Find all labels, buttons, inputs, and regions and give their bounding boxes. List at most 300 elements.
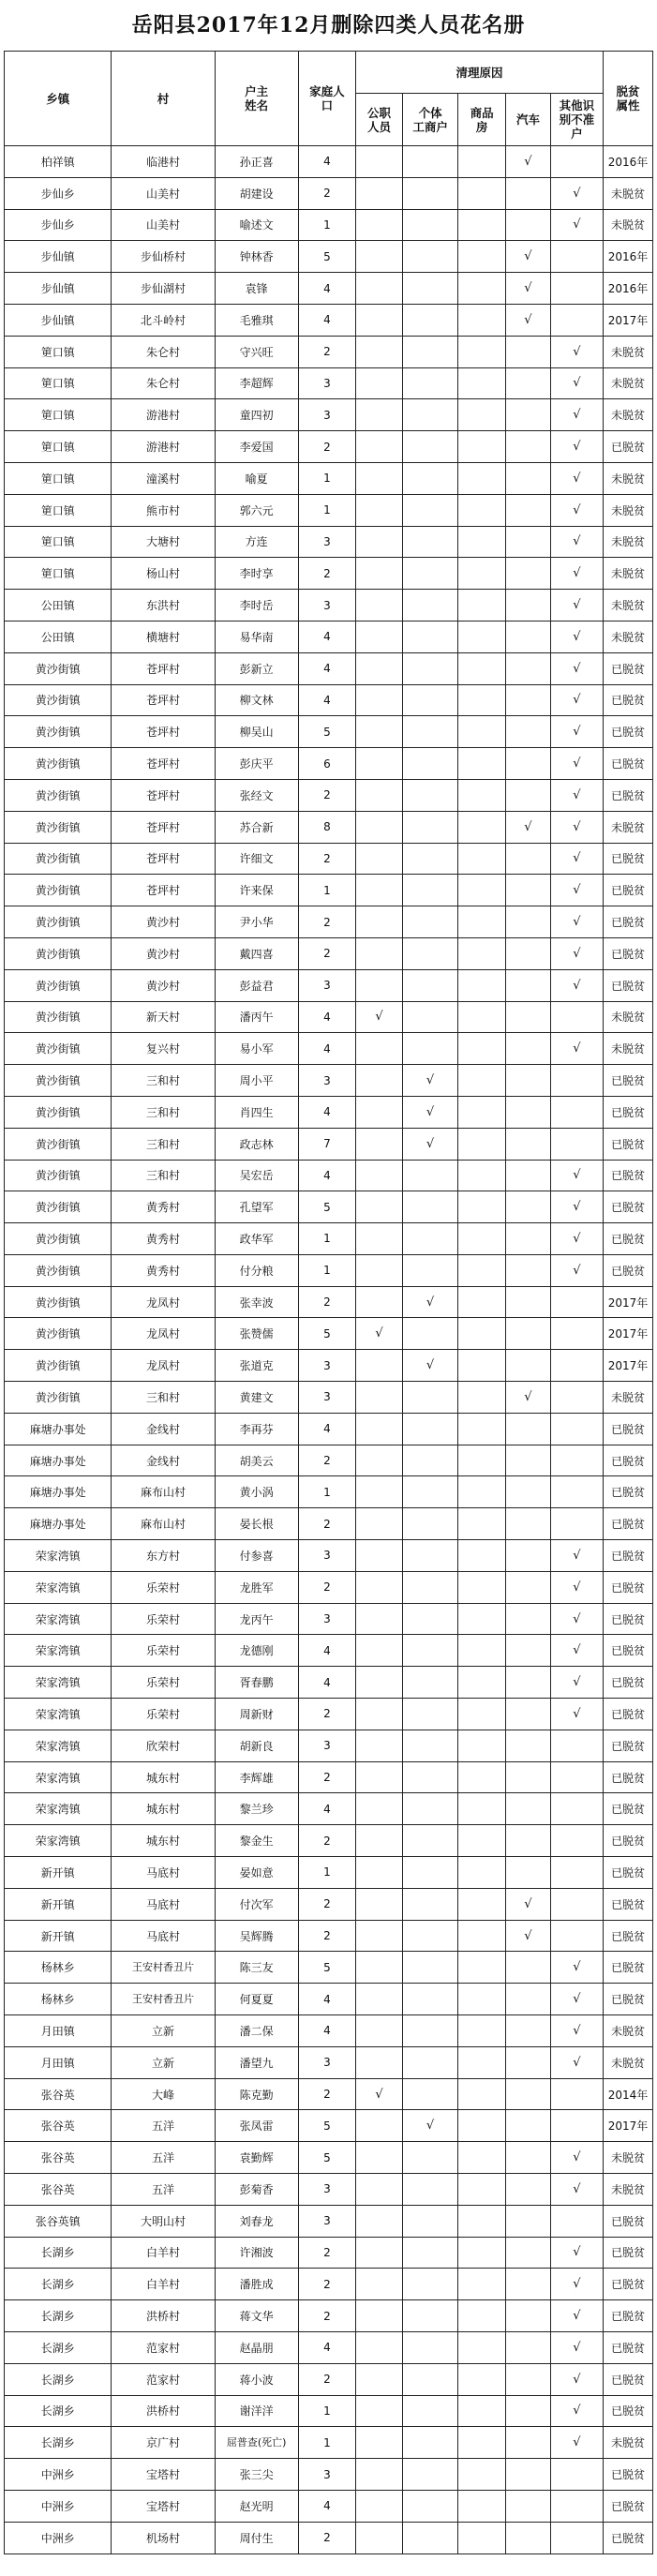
cell-reason-car <box>506 1160 551 1191</box>
cell-reason-misidentified: √ <box>550 779 603 811</box>
cell-town: 黄沙街镇 <box>5 906 112 938</box>
cell-town: 黄沙街镇 <box>5 1223 112 1255</box>
cell-village: 宝塔村 <box>112 2459 215 2491</box>
cell-reason-self-employed <box>402 969 457 1001</box>
cell-status: 已脱贫 <box>603 2522 652 2554</box>
cell-status: 已脱贫 <box>603 1635 652 1667</box>
cell-family-size: 4 <box>298 304 355 336</box>
table-row <box>5 1761 653 1793</box>
cell-family-size: 1 <box>298 1223 355 1255</box>
cell-reason-public-official <box>356 1191 403 1223</box>
table-row <box>5 2490 653 2522</box>
cell-village: 熊市村 <box>112 494 215 526</box>
cell-householder: 晏如意 <box>215 1857 298 1889</box>
cell-reason-misidentified <box>550 1096 603 1128</box>
cell-village: 龙凤村 <box>112 1350 215 1382</box>
cell-status: 未脱贫 <box>603 2427 652 2459</box>
cell-reason-self-employed <box>402 875 457 906</box>
cell-reason-commercial-housing <box>458 1350 506 1382</box>
cell-status: 2017年 <box>603 1350 652 1382</box>
cell-reason-commercial-housing <box>458 1635 506 1667</box>
table-row <box>5 1603 653 1635</box>
cell-town: 黄沙街镇 <box>5 1286 112 1318</box>
cell-reason-self-employed <box>402 748 457 780</box>
table-row <box>5 652 653 684</box>
cell-village: 乐荣村 <box>112 1603 215 1635</box>
cell-family-size: 4 <box>298 1793 355 1825</box>
cell-reason-commercial-housing <box>458 1254 506 1286</box>
cell-town: 黄沙街镇 <box>5 1033 112 1065</box>
cell-village: 三和村 <box>112 1128 215 1160</box>
cell-village: 苍坪村 <box>112 843 215 875</box>
cell-status: 未脱贫 <box>603 2142 652 2174</box>
cell-reason-commercial-housing <box>458 590 506 622</box>
cell-village: 三和村 <box>112 1382 215 1414</box>
cell-town: 张谷英 <box>5 2174 112 2206</box>
cell-householder: 易小军 <box>215 1033 298 1065</box>
cell-family-size: 2 <box>298 1699 355 1730</box>
cell-reason-misidentified: √ <box>550 2395 603 2427</box>
cell-reason-misidentified <box>550 1825 603 1857</box>
cell-reason-self-employed <box>402 2427 457 2459</box>
cell-status: 已脱贫 <box>603 1540 652 1572</box>
cell-town: 黄沙街镇 <box>5 1160 112 1191</box>
cell-reason-car <box>506 177 551 209</box>
cell-householder: 张赞儒 <box>215 1318 298 1350</box>
cell-town: 步仙镇 <box>5 304 112 336</box>
cell-householder: 陈克勤 <box>215 2078 298 2110</box>
cell-reason-commercial-housing <box>458 748 506 780</box>
cell-family-size: 4 <box>298 1667 355 1699</box>
cell-reason-self-employed <box>402 431 457 463</box>
cell-village: 黄秀村 <box>112 1191 215 1223</box>
cell-village: 朱仑村 <box>112 367 215 399</box>
cell-town: 黄沙街镇 <box>5 843 112 875</box>
cell-householder: 赵晶朋 <box>215 2331 298 2363</box>
cell-status: 2017年 <box>603 1286 652 1318</box>
cell-reason-self-employed: √ <box>402 1065 457 1097</box>
table-row <box>5 1254 653 1286</box>
cell-town: 筻口镇 <box>5 494 112 526</box>
cell-village: 京广村 <box>112 2427 215 2459</box>
cell-reason-car <box>506 1793 551 1825</box>
table-row <box>5 1065 653 1097</box>
cell-reason-public-official <box>356 273 403 305</box>
cell-reason-misidentified <box>550 1857 603 1889</box>
cell-reason-commercial-housing <box>458 209 506 241</box>
cell-family-size: 4 <box>298 1096 355 1128</box>
col-header-village: 村 <box>112 52 215 146</box>
cell-family-size: 3 <box>298 1540 355 1572</box>
cell-reason-misidentified <box>550 1413 603 1445</box>
cell-reason-self-employed <box>402 2459 457 2491</box>
cell-village: 机场村 <box>112 2522 215 2554</box>
cell-town: 筻口镇 <box>5 431 112 463</box>
cell-reason-self-employed <box>402 367 457 399</box>
cell-status: 未脱贫 <box>603 462 652 494</box>
cell-town: 荣家湾镇 <box>5 1635 112 1667</box>
cell-reason-public-official <box>356 1635 403 1667</box>
cell-village: 王安村香丑片 <box>112 1952 215 1984</box>
cell-reason-self-employed <box>402 937 457 969</box>
table-row <box>5 1160 653 1191</box>
cell-status: 已脱贫 <box>603 1191 652 1223</box>
cell-householder: 何夏夏 <box>215 1984 298 2015</box>
cell-status: 已脱贫 <box>603 1825 652 1857</box>
cell-householder: 龙德刚 <box>215 1635 298 1667</box>
table-row <box>5 2427 653 2459</box>
table-row <box>5 1635 653 1667</box>
cell-status: 已脱贫 <box>603 1667 652 1699</box>
table-row <box>5 1857 653 1889</box>
cell-reason-commercial-housing <box>458 2205 506 2237</box>
cell-reason-misidentified: √ <box>550 1223 603 1255</box>
cell-family-size: 3 <box>298 399 355 431</box>
cell-reason-commercial-housing <box>458 558 506 590</box>
table-row <box>5 748 653 780</box>
cell-reason-self-employed <box>402 1699 457 1730</box>
cell-reason-misidentified: √ <box>550 1191 603 1223</box>
cell-reason-commercial-housing <box>458 652 506 684</box>
table-row <box>5 684 653 716</box>
table-row <box>5 1350 653 1382</box>
table-row <box>5 1888 653 1920</box>
cell-reason-self-employed <box>402 1160 457 1191</box>
cell-householder: 张经文 <box>215 779 298 811</box>
cell-status: 2017年 <box>603 304 652 336</box>
cell-reason-commercial-housing <box>458 1318 506 1350</box>
cell-reason-car <box>506 1540 551 1572</box>
cell-householder: 童四初 <box>215 399 298 431</box>
cell-reason-commercial-housing <box>458 2459 506 2491</box>
cell-reason-car <box>506 462 551 494</box>
cell-reason-misidentified <box>550 1888 603 1920</box>
cell-reason-commercial-housing <box>458 526 506 558</box>
cell-town: 荣家湾镇 <box>5 1571 112 1603</box>
cell-town: 步仙乡 <box>5 209 112 241</box>
cell-status: 未脱贫 <box>603 2046 652 2078</box>
table-row <box>5 177 653 209</box>
cell-reason-misidentified: √ <box>550 1254 603 1286</box>
cell-householder: 陈三友 <box>215 1952 298 1984</box>
cell-householder: 喻述文 <box>215 209 298 241</box>
cell-town: 新开镇 <box>5 1920 112 1952</box>
cell-family-size: 3 <box>298 969 355 1001</box>
cell-town: 荣家湾镇 <box>5 1667 112 1699</box>
cell-family-size: 5 <box>298 2110 355 2142</box>
cell-householder: 周小平 <box>215 1065 298 1097</box>
cell-status: 2016年 <box>603 273 652 305</box>
cell-reason-self-employed <box>402 2078 457 2110</box>
cell-reason-self-employed <box>402 652 457 684</box>
cell-family-size: 4 <box>298 1635 355 1667</box>
cell-reason-public-official <box>356 1857 403 1889</box>
cell-village: 黄沙村 <box>112 969 215 1001</box>
cell-family-size: 3 <box>298 2205 355 2237</box>
cell-family-size: 4 <box>298 1160 355 1191</box>
cell-reason-commercial-housing <box>458 2046 506 2078</box>
cell-householder: 彭新立 <box>215 652 298 684</box>
cell-village: 城东村 <box>112 1825 215 1857</box>
cell-village: 步仙桥村 <box>112 241 215 273</box>
cell-reason-car <box>506 2395 551 2427</box>
cell-householder: 许来保 <box>215 875 298 906</box>
col-header-reason-car: 汽车 <box>506 94 551 146</box>
cell-reason-self-employed <box>402 2395 457 2427</box>
cell-reason-commercial-housing <box>458 716 506 748</box>
cell-reason-car <box>506 969 551 1001</box>
cell-reason-self-employed <box>402 906 457 938</box>
cell-reason-misidentified <box>550 1001 603 1033</box>
cell-village: 城东村 <box>112 1793 215 1825</box>
cell-reason-car <box>506 2142 551 2174</box>
cell-reason-public-official <box>356 2237 403 2269</box>
cell-reason-commercial-housing <box>458 241 506 273</box>
cell-town: 柏祥镇 <box>5 146 112 178</box>
cell-reason-public-official <box>356 304 403 336</box>
cell-reason-self-employed <box>402 684 457 716</box>
cell-reason-misidentified: √ <box>550 2300 603 2332</box>
cell-village: 麻布山村 <box>112 1476 215 1508</box>
cell-reason-car <box>506 1065 551 1097</box>
cell-reason-misidentified: √ <box>550 2331 603 2363</box>
cell-reason-commercial-housing <box>458 684 506 716</box>
cell-reason-misidentified: √ <box>550 1571 603 1603</box>
cell-householder: 周新财 <box>215 1699 298 1730</box>
table-row <box>5 1382 653 1414</box>
cell-family-size: 2 <box>298 1286 355 1318</box>
col-header-householder: 户主 姓名 <box>215 52 298 146</box>
cell-family-size: 4 <box>298 1033 355 1065</box>
cell-village: 三和村 <box>112 1065 215 1097</box>
cell-family-size: 3 <box>298 590 355 622</box>
cell-reason-car <box>506 937 551 969</box>
cell-family-size: 2 <box>298 2300 355 2332</box>
table-row <box>5 1286 653 1318</box>
cell-reason-misidentified <box>550 2522 603 2554</box>
cell-householder: 守兴旺 <box>215 336 298 367</box>
cell-reason-self-employed <box>402 1001 457 1033</box>
table-row <box>5 2078 653 2110</box>
cell-reason-self-employed: √ <box>402 1128 457 1160</box>
cell-reason-commercial-housing <box>458 875 506 906</box>
cell-town: 麻塘办事处 <box>5 1476 112 1508</box>
cell-reason-car <box>506 1825 551 1857</box>
cell-status: 已脱贫 <box>603 1254 652 1286</box>
cell-town: 黄沙街镇 <box>5 716 112 748</box>
cell-reason-commercial-housing <box>458 2300 506 2332</box>
cell-village: 苍坪村 <box>112 779 215 811</box>
cell-status: 已脱贫 <box>603 1984 652 2015</box>
cell-householder: 胡新良 <box>215 1730 298 1761</box>
cell-reason-commercial-housing <box>458 1857 506 1889</box>
cell-status: 未脱贫 <box>603 2015 652 2047</box>
cell-reason-car <box>506 875 551 906</box>
cell-village: 欣荣村 <box>112 1730 215 1761</box>
cell-reason-commercial-housing <box>458 1667 506 1699</box>
cell-family-size: 2 <box>298 1571 355 1603</box>
cell-status: 2017年 <box>603 1318 652 1350</box>
cell-status: 已脱贫 <box>603 684 652 716</box>
cell-householder: 谢洋洋 <box>215 2395 298 2427</box>
cell-town: 麻塘办事处 <box>5 1445 112 1476</box>
cell-status: 已脱贫 <box>603 1476 652 1508</box>
cell-reason-public-official <box>356 1223 403 1255</box>
cell-town: 张谷英 <box>5 2078 112 2110</box>
cell-town: 筻口镇 <box>5 336 112 367</box>
cell-village: 黄秀村 <box>112 1254 215 1286</box>
cell-family-size: 5 <box>298 1952 355 1984</box>
cell-town: 黄沙街镇 <box>5 1001 112 1033</box>
cell-reason-car <box>506 1476 551 1508</box>
cell-status: 已脱贫 <box>603 2459 652 2491</box>
cell-reason-car <box>506 2174 551 2206</box>
cell-village: 乐荣村 <box>112 1571 215 1603</box>
cell-reason-car <box>506 2363 551 2395</box>
cell-reason-misidentified: √ <box>550 621 603 652</box>
cell-reason-commercial-housing <box>458 273 506 305</box>
cell-reason-commercial-housing <box>458 1223 506 1255</box>
cell-town: 长湖乡 <box>5 2331 112 2363</box>
table-row <box>5 2522 653 2554</box>
cell-status: 已脱贫 <box>603 2237 652 2269</box>
cell-reason-car: √ <box>506 304 551 336</box>
cell-householder: 彭菊香 <box>215 2174 298 2206</box>
table-row <box>5 1001 653 1033</box>
cell-householder: 张幸波 <box>215 1286 298 1318</box>
cell-reason-misidentified <box>550 304 603 336</box>
cell-reason-misidentified: √ <box>550 2142 603 2174</box>
cell-reason-car <box>506 1096 551 1128</box>
table-row <box>5 1825 653 1857</box>
table-row <box>5 367 653 399</box>
col-header-reason-misidentified: 其他识 别不准 户 <box>550 94 603 146</box>
cell-status: 已脱贫 <box>603 1603 652 1635</box>
cell-village: 金线村 <box>112 1445 215 1476</box>
cell-reason-public-official <box>356 209 403 241</box>
cell-reason-self-employed <box>402 1984 457 2015</box>
cell-reason-self-employed <box>402 1603 457 1635</box>
table-row <box>5 2205 653 2237</box>
cell-reason-misidentified <box>550 146 603 178</box>
cell-family-size: 2 <box>298 2363 355 2395</box>
cell-village: 白羊村 <box>112 2269 215 2300</box>
cell-status: 已脱贫 <box>603 1160 652 1191</box>
cell-family-size: 4 <box>298 1413 355 1445</box>
cell-village: 杨山村 <box>112 558 215 590</box>
cell-reason-commercial-housing <box>458 2331 506 2363</box>
cell-reason-commercial-housing <box>458 1286 506 1318</box>
cell-town: 麻塘办事处 <box>5 1413 112 1445</box>
cell-householder: 喻夏 <box>215 462 298 494</box>
table-row <box>5 526 653 558</box>
cell-reason-commercial-housing <box>458 462 506 494</box>
cell-family-size: 5 <box>298 2142 355 2174</box>
cell-reason-commercial-housing <box>458 843 506 875</box>
cell-town: 长湖乡 <box>5 2269 112 2300</box>
cell-town: 中洲乡 <box>5 2459 112 2491</box>
cell-reason-car <box>506 2459 551 2491</box>
cell-family-size: 3 <box>298 1603 355 1635</box>
cell-village: 黄沙村 <box>112 937 215 969</box>
cell-reason-car <box>506 1413 551 1445</box>
cell-reason-car <box>506 1318 551 1350</box>
cell-reason-commercial-housing <box>458 494 506 526</box>
cell-householder: 胡美云 <box>215 1445 298 1476</box>
cell-reason-commercial-housing <box>458 621 506 652</box>
cell-reason-self-employed <box>402 1445 457 1476</box>
cell-reason-misidentified: √ <box>550 367 603 399</box>
cell-reason-public-official <box>356 2110 403 2142</box>
cell-status: 已脱贫 <box>603 875 652 906</box>
cell-reason-car <box>506 399 551 431</box>
cell-status: 已脱贫 <box>603 906 652 938</box>
cell-reason-commercial-housing <box>458 2490 506 2522</box>
cell-reason-self-employed <box>402 1920 457 1952</box>
cell-status: 2014年 <box>603 2078 652 2110</box>
cell-status: 已脱贫 <box>603 1761 652 1793</box>
cell-reason-self-employed <box>402 558 457 590</box>
cell-town: 黄沙街镇 <box>5 1191 112 1223</box>
cell-reason-commercial-housing <box>458 1508 506 1540</box>
cell-status: 已脱贫 <box>603 2490 652 2522</box>
cell-reason-commercial-housing <box>458 2174 506 2206</box>
table-row <box>5 2110 653 2142</box>
cell-reason-commercial-housing <box>458 969 506 1001</box>
cell-reason-car <box>506 1571 551 1603</box>
cell-village: 五洋 <box>112 2110 215 2142</box>
cell-reason-self-employed <box>402 1318 457 1350</box>
cell-householder: 黄建文 <box>215 1382 298 1414</box>
cell-reason-misidentified: √ <box>550 2427 603 2459</box>
cell-reason-misidentified <box>550 1128 603 1160</box>
cell-village: 苍坪村 <box>112 652 215 684</box>
cell-town: 长湖乡 <box>5 2363 112 2395</box>
table-row <box>5 2459 653 2491</box>
cell-village: 白羊村 <box>112 2237 215 2269</box>
cell-town: 杨林乡 <box>5 1952 112 1984</box>
cell-householder: 孔望军 <box>215 1191 298 1223</box>
table-row <box>5 1699 653 1730</box>
cell-village: 宝塔村 <box>112 2490 215 2522</box>
cell-reason-self-employed <box>402 1571 457 1603</box>
cell-reason-public-official <box>356 336 403 367</box>
cell-reason-commercial-housing <box>458 1033 506 1065</box>
cell-reason-public-official <box>356 1254 403 1286</box>
cell-householder: 李辉雄 <box>215 1761 298 1793</box>
cell-status: 已脱贫 <box>603 843 652 875</box>
cell-householder: 刘春龙 <box>215 2205 298 2237</box>
cell-reason-car <box>506 494 551 526</box>
cell-reason-car <box>506 2078 551 2110</box>
cell-family-size: 2 <box>298 177 355 209</box>
table-row <box>5 779 653 811</box>
cell-town: 黄沙街镇 <box>5 1065 112 1097</box>
cell-reason-car <box>506 2331 551 2363</box>
cell-reason-public-official <box>356 1286 403 1318</box>
cell-householder: 潘丙午 <box>215 1001 298 1033</box>
cell-family-size: 2 <box>298 906 355 938</box>
cell-reason-car <box>506 2015 551 2047</box>
cell-village: 立新 <box>112 2015 215 2047</box>
cell-reason-misidentified <box>550 1350 603 1382</box>
cell-reason-car <box>506 2110 551 2142</box>
cell-reason-car <box>506 1761 551 1793</box>
cell-status: 未脱贫 <box>603 399 652 431</box>
cell-town: 张谷英镇 <box>5 2205 112 2237</box>
cell-reason-self-employed <box>402 2522 457 2554</box>
cell-reason-self-employed <box>402 1033 457 1065</box>
